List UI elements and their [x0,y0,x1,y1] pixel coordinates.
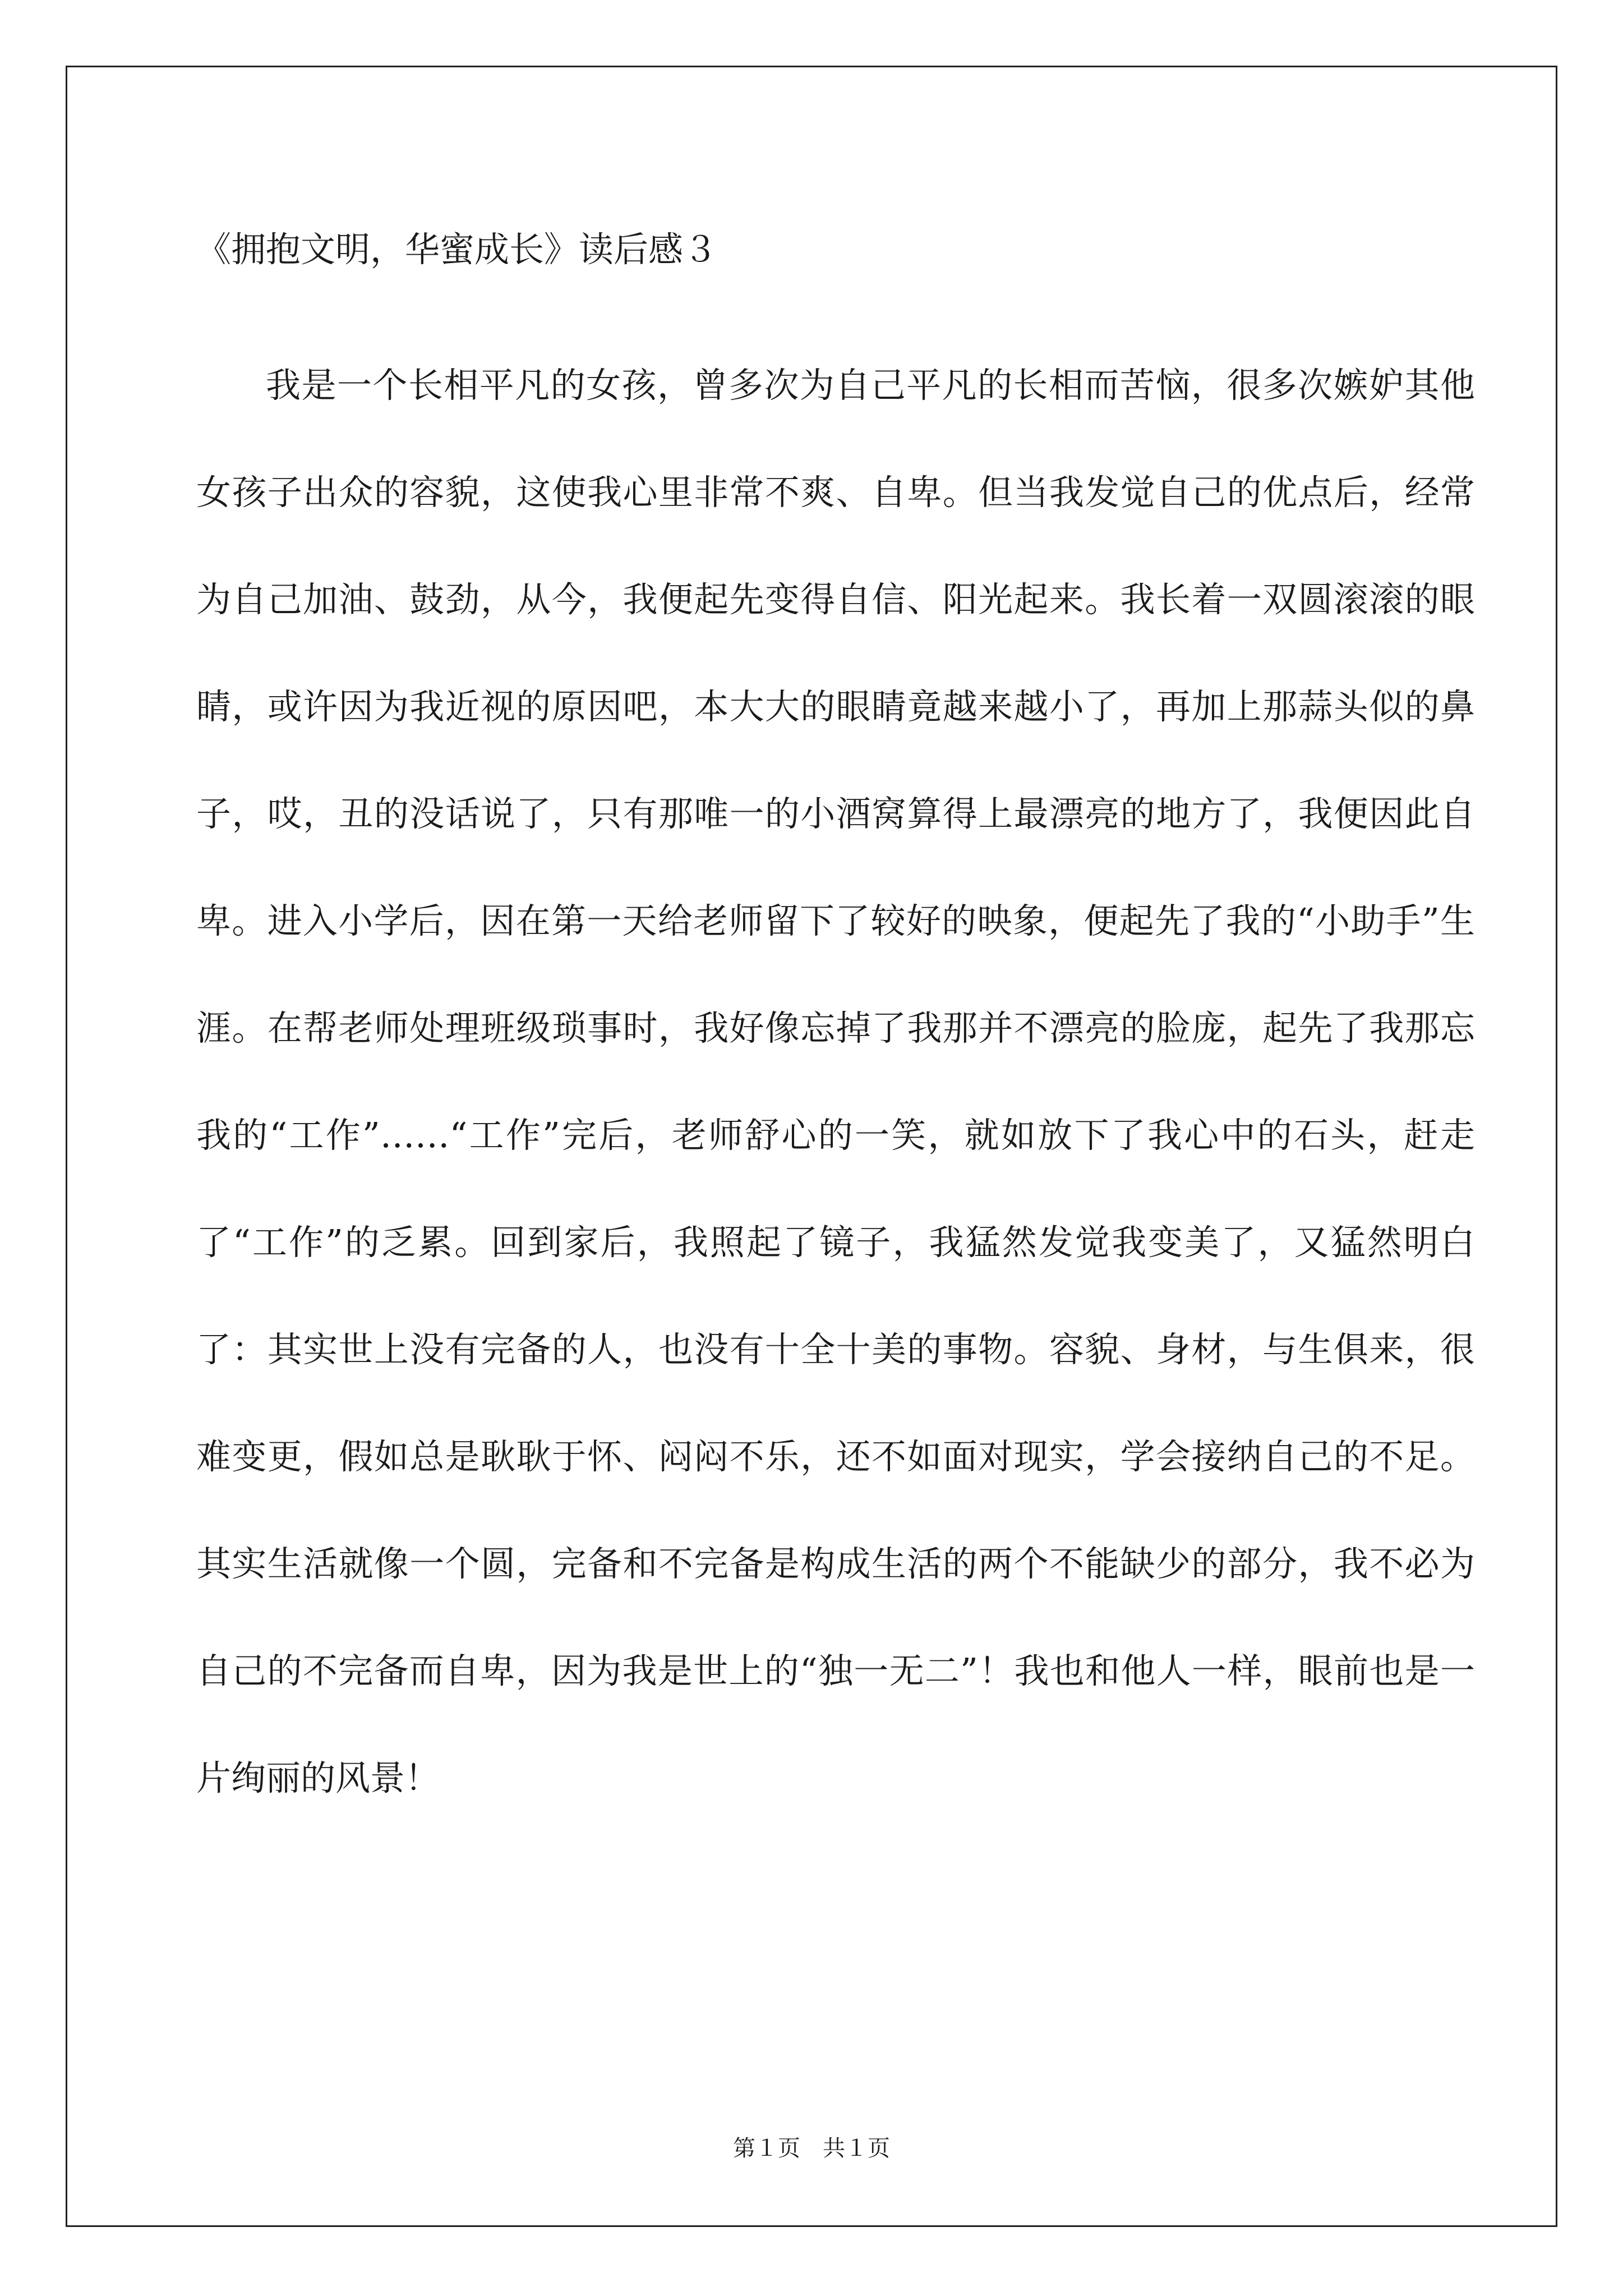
page-number-footer: 第１页 共１页 [733,2136,890,2161]
document-body-paragraph: 我是一个长相平凡的女孩，曾多次为自己平凡的长相而苦恼，很多次嫉妒其他女孩子出众的容貌，这使我心里非常不爽、自卑。但当我发觉自己的优点后，经常为自己加油、鼓劲，从今，我便起先变得自信、阳光起来。我长着一双圆滚滚的眼睛，或许因为我近视的原因吧，本大大的眼睛竟越来越小了，再加上那蒜头似的鼻子，哎，丑的没话说了，只有那唯一的小酒窝算得上最漂亮的地方了，我便因此自卑。进入小学后，因在第一天给老师留下了较好的映象，便起先了我的“小助手”生涯。在帮老师处理班级琐事时，我好像忘掉了我那并不漂亮的脸庞，起先了我那忘我的“工作”……“工作”完后，老师舒心的一笑，就如放下了我心中的石头，赶走了“工作”的乏累。回到家后，我照起了镜子，我猛然发觉我变美了，又猛然明白了：其实世上没有完备的人，也没有十全十美的事物。容貌、身材，与生俱来，很难变更，假如总是耿耿于怀、闷闷不乐，还不如面对现实，学会接纳自己的不足。其实生活就像一个圆，完备和不完备是构成生活的两个不能缺少的部分，我不必为自己的不完备而自卑，因为我是世上的“独一无二”！我也和他人一样，眼前也是一片绚丽的风景！ [196,365,1475,1798]
document-title: 《拥抱文明，华蜜成长》读后感３ [196,229,718,270]
